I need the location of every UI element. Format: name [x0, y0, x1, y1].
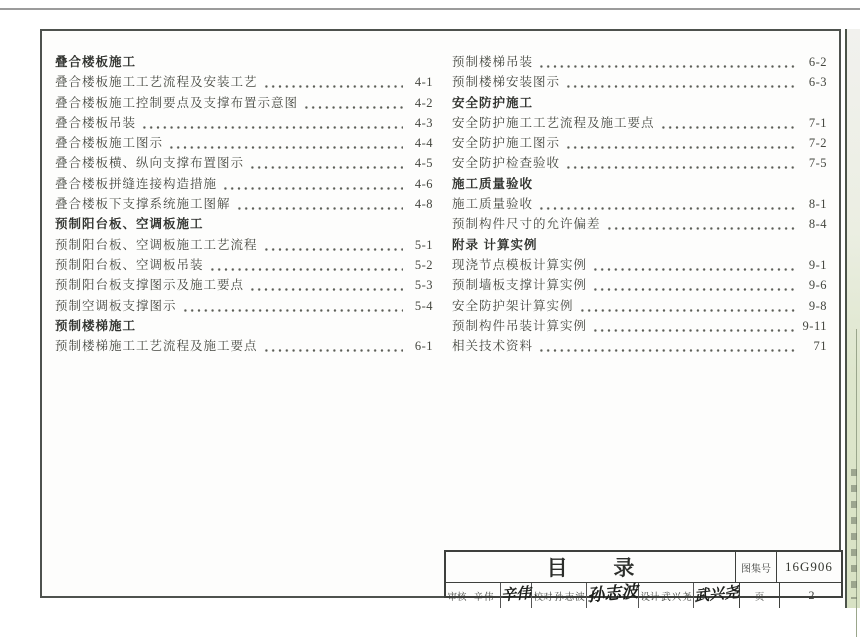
toc-item	[55, 316, 433, 336]
toc-item-page-number: 6-1	[414, 339, 433, 354]
book-edge-spine-marks	[851, 469, 857, 599]
designer-signature	[693, 583, 739, 608]
toc-item-title: 安全防护架计算实例	[452, 298, 574, 313]
toc-item	[55, 235, 433, 255]
dotted-leader	[592, 275, 797, 295]
dotted-leader	[263, 235, 403, 255]
dotted-leader	[565, 153, 797, 173]
designer-label: 设计	[638, 583, 661, 608]
toc-item	[55, 296, 433, 316]
toc-item-page-number: 5-4	[414, 298, 433, 313]
toc-item	[452, 255, 827, 275]
toc-item-title: 预制楼梯施工工艺流程及施工要点	[55, 339, 258, 354]
toc-item-title: 叠合楼板横、纵向支撑布置图示	[55, 156, 245, 171]
toc-item-title: 叠合楼板下支撑系统施工图解	[55, 197, 231, 212]
toc-item	[452, 72, 827, 92]
toc-item-title: 安全防护施工工艺流程及施工要点	[452, 115, 655, 130]
toc-item	[55, 133, 433, 153]
toc-item-page-number: 4-3	[414, 115, 433, 130]
toc-item-title: 预制楼梯安装图示	[452, 75, 561, 90]
toc-item	[55, 113, 433, 133]
toc-item-page-number: 71	[813, 339, 827, 354]
toc-item	[55, 72, 433, 92]
toc-item	[452, 113, 827, 133]
dotted-leader	[222, 174, 403, 194]
atlas-number-label: 图集号	[735, 552, 776, 582]
dotted-leader	[538, 194, 797, 214]
dotted-leader	[538, 52, 797, 72]
toc-item-title: 附录 计算实例	[452, 237, 538, 252]
toc-item	[55, 153, 433, 173]
reviewer-label: 审核	[447, 592, 467, 603]
proofreader-name: 孙志波	[554, 592, 586, 603]
proofreader-label: 校对	[531, 583, 554, 608]
dotted-leader	[660, 113, 797, 133]
toc-item	[452, 275, 827, 295]
title-block-bottom-row	[446, 583, 841, 608]
dotted-leader	[538, 336, 797, 356]
toc-item-page-number: 5-1	[414, 237, 433, 252]
toc-item	[452, 153, 827, 173]
scan-top-edge-line	[0, 8, 860, 10]
toc-item-title: 施工质量验收	[452, 197, 534, 212]
toc-item	[452, 93, 827, 113]
toc-item-page-number: 4-5	[414, 156, 433, 171]
toc-item	[55, 194, 433, 214]
toc-item-page-number: 7-2	[808, 136, 827, 151]
toc-item	[452, 174, 827, 194]
reviewer-signature	[500, 583, 531, 608]
toc-item-title: 安全防护施工图示	[452, 136, 561, 151]
toc-item-page-number: 5-2	[414, 257, 433, 272]
toc-item-title: 叠合楼板施工图示	[55, 136, 164, 151]
toc-item-title: 现浇节点模板计算实例	[452, 257, 588, 272]
toc-item-page-number: 7-5	[808, 156, 827, 171]
dotted-leader	[263, 72, 403, 92]
toc-item	[55, 214, 433, 234]
toc-item-page-number: 6-3	[808, 75, 827, 90]
toc-item-title: 施工质量验收	[452, 176, 534, 191]
toc-item	[55, 52, 433, 72]
drawing-title-block	[444, 550, 843, 607]
toc-item-title: 预制阳台板支撑图示及施工要点	[55, 278, 245, 293]
toc-item-title: 预制楼梯吊装	[452, 55, 534, 69]
dotted-leader	[303, 93, 403, 113]
toc-item	[452, 133, 827, 153]
toc-item	[452, 194, 827, 214]
toc-item-page-number: 9-1	[808, 257, 827, 272]
toc-item	[452, 235, 827, 255]
toc-item-title: 叠合楼板吊装	[55, 115, 137, 130]
toc-right-column	[452, 52, 827, 356]
toc-item-page-number: 9-8	[808, 298, 827, 313]
handwritten-signature: 辛伟	[500, 583, 532, 605]
toc-item-page-number: 9-6	[808, 278, 827, 293]
toc-item	[55, 93, 433, 113]
dotted-leader	[565, 133, 797, 153]
toc-item-page-number: 8-1	[808, 197, 827, 212]
dotted-leader	[263, 336, 403, 356]
toc-item	[452, 52, 827, 72]
proofreader-signature	[586, 583, 638, 608]
toc-item-page-number: 4-6	[414, 176, 433, 191]
handwritten-signature: 孙志波	[586, 581, 640, 607]
toc-item	[452, 336, 827, 356]
toc-item-title: 预制构件尺寸的允许偏差	[452, 217, 601, 232]
toc-item-title: 预制墙板支撑计算实例	[452, 278, 588, 293]
toc-item-page-number: 4-2	[414, 95, 433, 110]
toc-item-page-number: 4-4	[414, 136, 433, 151]
toc-item-title: 预制空调板支撑图示	[55, 298, 177, 313]
toc-item-page-number: 4-1	[414, 75, 433, 90]
toc-item-title: 叠合楼板施工	[55, 55, 137, 69]
toc-item-page-number: 6-2	[808, 55, 827, 69]
toc-item-title: 预制构件吊装计算实例	[452, 318, 588, 333]
dotted-leader	[579, 296, 797, 316]
book-edge-strip	[845, 29, 860, 608]
toc-item-title: 预制阳台板、空调板施工	[55, 217, 204, 232]
dotted-leader	[606, 214, 797, 234]
page-number-value: 2	[779, 583, 843, 608]
toc-item-title: 相关技术资料	[452, 339, 534, 354]
atlas-number-value: 16G906	[776, 552, 841, 582]
page-title: 目 录	[546, 557, 655, 580]
toc-item-page-number: 8-4	[808, 217, 827, 232]
toc-item	[452, 296, 827, 316]
toc-item-title: 预制阳台板、空调板施工工艺流程	[55, 237, 258, 252]
reviewer-name: 辛伟	[473, 592, 495, 603]
toc-item-page-number: 9-11	[802, 318, 827, 333]
designer-name: 武兴尧	[661, 592, 693, 603]
toc-item-title: 叠合楼板拼缝连接构造措施	[55, 176, 218, 191]
toc-item	[55, 255, 433, 275]
dotted-leader	[249, 153, 403, 173]
toc-item-page-number: 4-8	[414, 197, 433, 212]
page-label: 页	[739, 583, 779, 608]
dotted-leader	[565, 72, 797, 92]
toc-item	[55, 174, 433, 194]
toc-left-column	[55, 52, 433, 356]
toc-item-title: 安全防护检查验收	[452, 156, 561, 171]
toc-item	[55, 275, 433, 295]
toc-item-title: 叠合楼板施工控制要点及支撑布置示意图	[55, 95, 299, 110]
toc-item	[452, 316, 827, 336]
toc-item-page-number: 5-3	[414, 278, 433, 293]
dotted-leader	[182, 296, 403, 316]
toc-item-title: 叠合楼板施工工艺流程及安装工艺	[55, 75, 258, 90]
dotted-leader	[592, 316, 797, 336]
handwritten-signature: 武兴尧	[693, 583, 740, 605]
dotted-leader	[249, 275, 403, 295]
toc-item-title: 预制阳台板、空调板吊装	[55, 257, 204, 272]
toc-item	[55, 336, 433, 356]
title-block-top-row	[446, 552, 841, 583]
dotted-leader	[141, 113, 403, 133]
dotted-leader	[168, 133, 403, 153]
dotted-leader	[209, 255, 403, 275]
toc-item-title: 安全防护施工	[452, 95, 534, 110]
dotted-leader	[592, 255, 797, 275]
toc-item-page-number: 7-1	[808, 115, 827, 130]
toc-item	[452, 214, 827, 234]
dotted-leader	[236, 194, 403, 214]
toc-item-title: 预制楼梯施工	[55, 318, 137, 333]
